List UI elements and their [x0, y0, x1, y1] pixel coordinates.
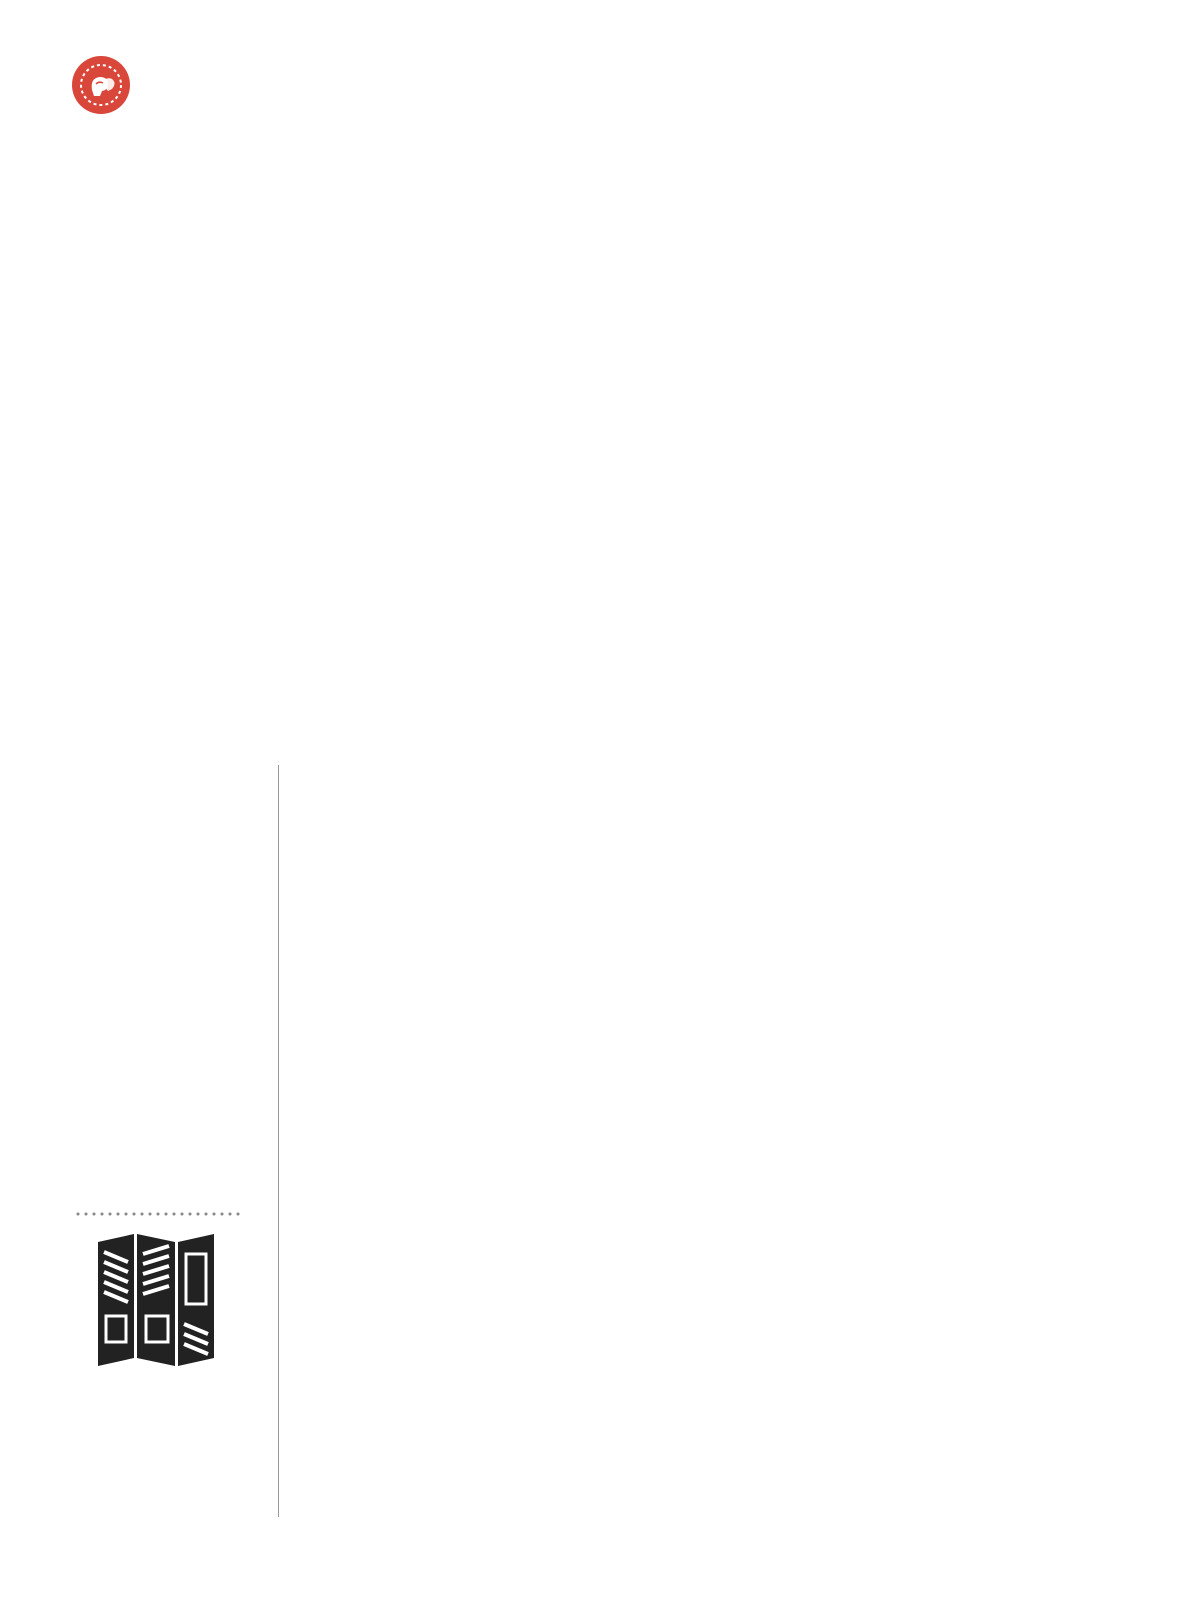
dotted-divider	[74, 1212, 244, 1216]
pamphlet-icon	[96, 1234, 216, 1370]
column-divider	[278, 765, 279, 1517]
boxing-gloves-icon	[72, 56, 130, 114]
section-header	[72, 56, 432, 116]
main-column	[310, 766, 1130, 798]
footer-left	[74, 1551, 82, 1565]
sidebar-title	[62, 1120, 262, 1160]
